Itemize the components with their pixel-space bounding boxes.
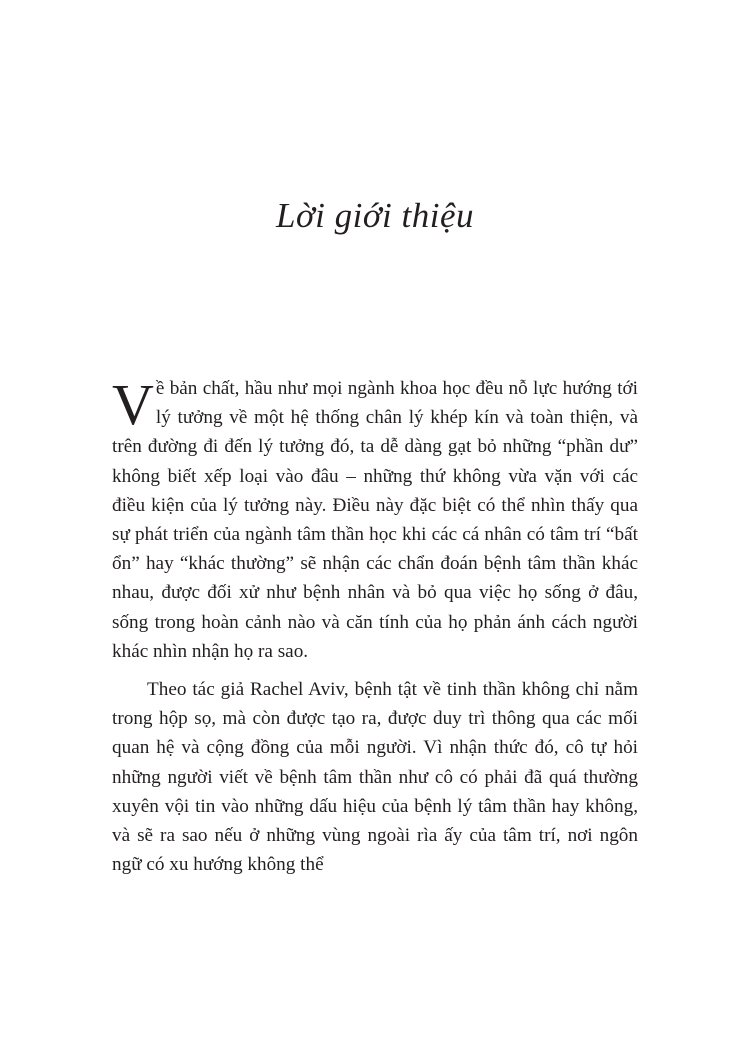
chapter-title: Lời giới thiệu <box>276 196 474 235</box>
body-text <box>112 374 638 879</box>
paragraph-1 <box>112 374 638 666</box>
paragraph-1-text: ề bản chất, hầu như mọi ngành khoa học đều nỗ lực hướng tới lý tưởng về một hệ thống chân lý khép kín và toàn thiện, và trên đường đi đến lý tưởng đó, ta dễ dàng gạt bỏ những “phần dư” không biết xếp loại vào đâu – những thứ không vừa vặn với các điều kiện của lý tưởng này. Điều này đặc biệt có thể nhìn thấy qua sự phát triển của ngành tâm thần học khi các cá nhân có tâm trí “bất ổn” hay “khác thường” sẽ nhận các chẩn đoán bệnh tâm thần khác nhau, được đối xử như bệnh nhân và bỏ qua việc họ sống ở đâu, sống trong hoàn cảnh nào và căn tính của họ phản ánh cách người khác nhìn nhận họ ra sao. <box>112 378 638 662</box>
drop-cap: V <box>112 372 154 437</box>
paragraph-2: Theo tác giả Rachel Aviv, bệnh tật về tinh thần không chỉ nằm trong hộp sọ, mà còn được tạo ra, được duy trì thông qua các mối quan hệ và cộng đồng của mỗi người. Vì nhận thức đó, cô tự hỏi những người viết về bệnh tâm thần như cô có phải đã quá thường xuyên vội tin vào những dấu hiệu của bệnh lý tâm thần hay không, và sẽ ra sao nếu ở những vùng ngoài rìa ấy của tâm trí, nơi ngôn ngữ có xu hướng không thể <box>112 679 638 876</box>
